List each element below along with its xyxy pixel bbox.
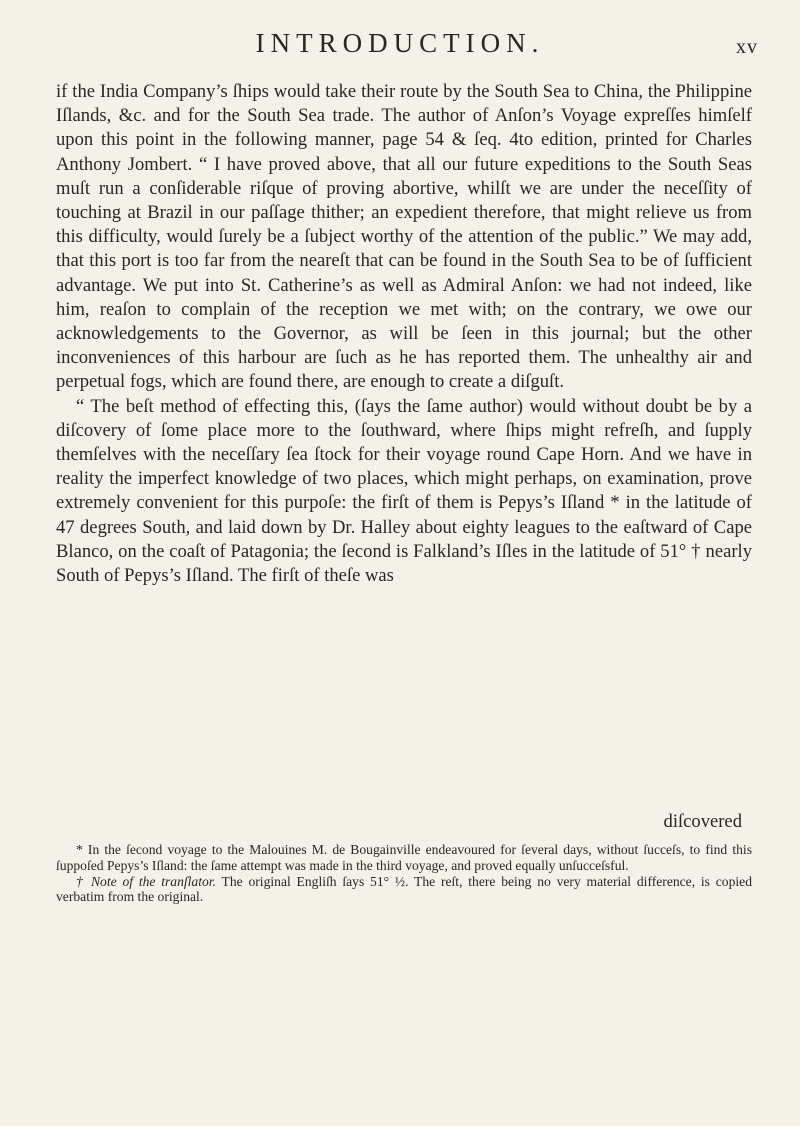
paragraph-2: “ The beſt method of effecting this, (ſays the ſame author) would without doubt be by a diſcovery of ſome place more to the ſouthward, where ſhips might refreſh, and ſupply themſelves with the neceſſary ſea ſtock for their voyage round Cape Horn. And we have in reality the imperfect knowledge of two places, which might perhaps, on examination, prove extremely convenient for this purpoſe: the firſt of them is Pepys’s Iſland * in the latitude of 47 degrees South, and laid down by Dr. Halley about eighty leagues to the eaſtward of Cape Blanco, on the coaſt of Patagonia; the ſecond is Falkland’s Iſles in the latitude of 51° † nearly South of Pepys’s Iſland. The firſt of theſe was [56,395,752,587]
footnote-2 [56,874,752,906]
page-header [0,28,800,68]
catchword: diſcovered [663,811,742,832]
page-number: xv [736,36,758,58]
paragraph-1: if the India Company’s ſhips would take their route by the South Sea to China, the Philippine Iſlands, &c. and for the South Sea trade. The author of Anſon’s Voyage expreſſes himſelf upon this point in the following manner, page 54 & ſeq. 4to edition, printed for Charles Anthony Jombert. “ I have proved above, that all our future expeditions to the South Seas muſt run a conſiderable riſque of proving abortive, whilſt we are under the neceſſity of touching at Brazil in our paſſage thither; an expedient therefore, that might relieve us from this difficulty, would ſurely be a ſubject worthy of the attention of the public.” We may add, that this port is too far from the neareſt that can be found in the South Sea to be of ſufficient advantage. We put into St. Catherine’s as well as Admiral Anſon: we had not indeed, like him, reaſon to complain of the reception we met with; on the contrary, we owe our acknowledgements to the Governor, as will be ſeen in this journal; but the other inconveniences of this harbour are ſuch as he has reported them. The unhealthy air and perpetual fogs, which are found there, are enough to create a diſguſt. [56,81,752,393]
body-text [56,80,752,588]
footnotes [56,842,752,905]
footnote-1-text: * In the ſecond voyage to the Malouines M. de Bougainville endeavoured for ſeveral days, without ſucceſs, to find this ſuppoſed Pepys’s Iſland: the ſame attempt was made in the third voyage, and proved equally unſucceſsful. [56,842,752,873]
footnote-2-text: The original Engliſh ſays 51° ½. The reſt, there being no very material difference, is copied verbatim from the original. [56,873,752,905]
running-head: INTRODUCTION. [255,28,545,58]
footnote-2-label: † Note of the tranſlator. [76,873,216,889]
footnote-1 [56,842,752,874]
